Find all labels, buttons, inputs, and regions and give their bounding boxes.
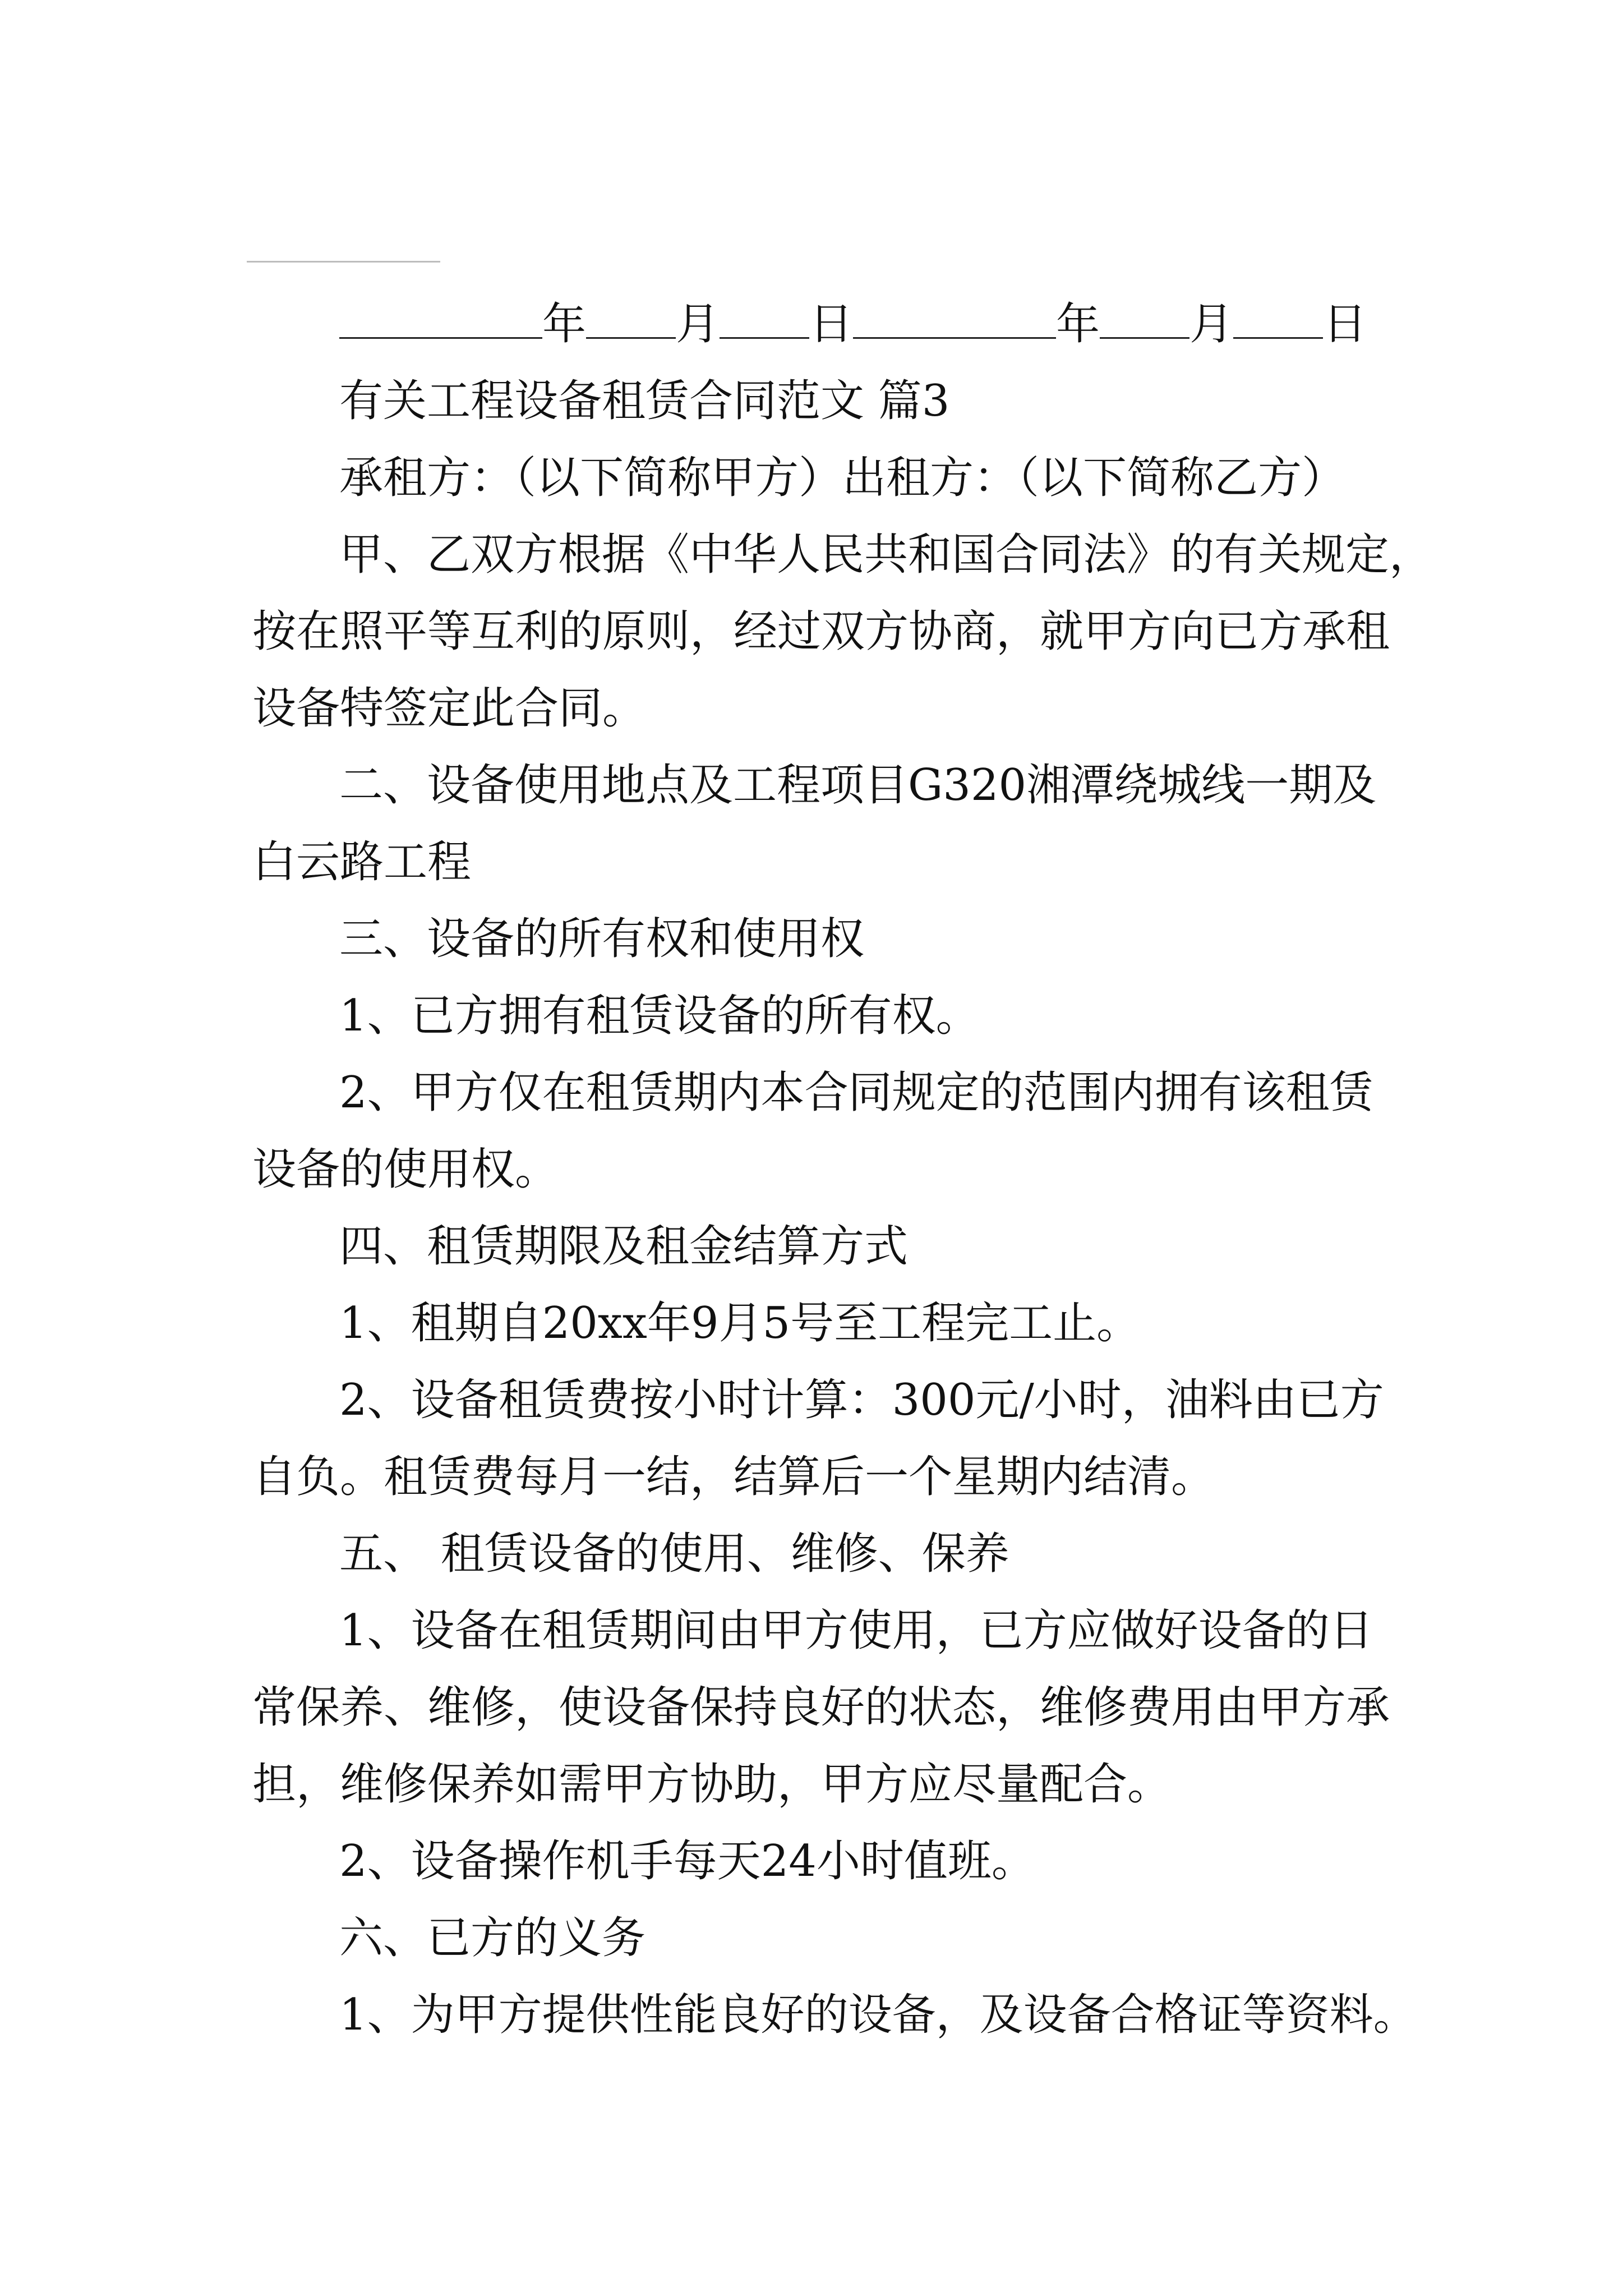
section-3-item-1: 1、已方拥有租赁设备的所有权。: [339, 991, 980, 1041]
date-year-1: 年: [542, 299, 587, 349]
section-6-title: 六、已方的义务: [339, 1913, 646, 1963]
intro-line-2: 按在照平等互利的原则，经过双方协商，就甲方向已方承租: [252, 606, 1390, 657]
section-5-item-2: 2、设备操作机手每天24小时值班。: [339, 1836, 1035, 1887]
document-title: 有关工程设备租赁合同范文 篇3: [339, 376, 950, 426]
blank-year-1: [339, 298, 542, 339]
date-month-2: 月: [1189, 299, 1234, 349]
section-4-title: 四、租赁期限及租金结算方式: [339, 1221, 909, 1272]
blank-month-2: [1100, 298, 1189, 339]
document-body: [252, 286, 1453, 2054]
section-5-item-1-line-3: 担，维修保养如需甲方协助，甲方应尽量配合。: [252, 1759, 1172, 1810]
blank-month-1: [586, 298, 676, 339]
date-month-1: 月: [676, 299, 720, 349]
section-2-line-2: 白云路工程: [252, 837, 472, 887]
section-5-title: 五、 租赁设备的使用、维修、保养: [339, 1529, 1009, 1579]
section-4-item-2-line-2: 自负。租赁费每月一结，结算后一个星期内结清。: [252, 1452, 1215, 1502]
date-day-2: 日: [1323, 299, 1367, 349]
blank-year-2: [853, 298, 1056, 339]
intro-line-1: 甲、乙双方根据《中华人民共和国合同法》的有关规定，: [339, 530, 1433, 580]
section-6-item-1: 1、为甲方提供性能良好的设备，及设备合格证等资料。: [339, 1990, 1417, 2040]
section-3-title: 三、设备的所有权和使用权: [339, 914, 865, 964]
section-4-item-2-line-1: 2、设备租赁费按小时计算：300元/小时，油料由已方: [339, 1375, 1384, 1425]
date-year-2: 年: [1056, 299, 1100, 349]
section-2-line-1: 二、设备使用地点及工程项目G320湘潭绕城线一期及: [339, 760, 1377, 811]
signature-date-line: [252, 286, 1453, 363]
section-5-item-1-line-1: 1、设备在租赁期间由甲方使用，已方应做好设备的日: [339, 1605, 1373, 1656]
blank-day-2: [1233, 298, 1323, 339]
header-rule: [247, 261, 440, 263]
blank-day-1: [720, 298, 809, 339]
section-3-item-2-line-2: 设备的使用权。: [252, 1144, 559, 1195]
section-5-item-1-line-2: 常保养、维修，使设备保持良好的状态，维修费用由甲方承: [252, 1682, 1390, 1733]
section-4-item-1: 1、租期自20xx年9月5号至工程完工止。: [339, 1298, 1141, 1349]
date-day-1: 日: [809, 299, 854, 349]
intro-line-3: 设备特签定此合同。: [252, 683, 647, 734]
section-3-item-2-line-1: 2、甲方仅在租赁期内本合同规定的范围内拥有该租赁: [339, 1068, 1373, 1118]
parties-line: 承租方：（以下简称甲方）出租方：（以下简称乙方）: [339, 453, 1346, 503]
